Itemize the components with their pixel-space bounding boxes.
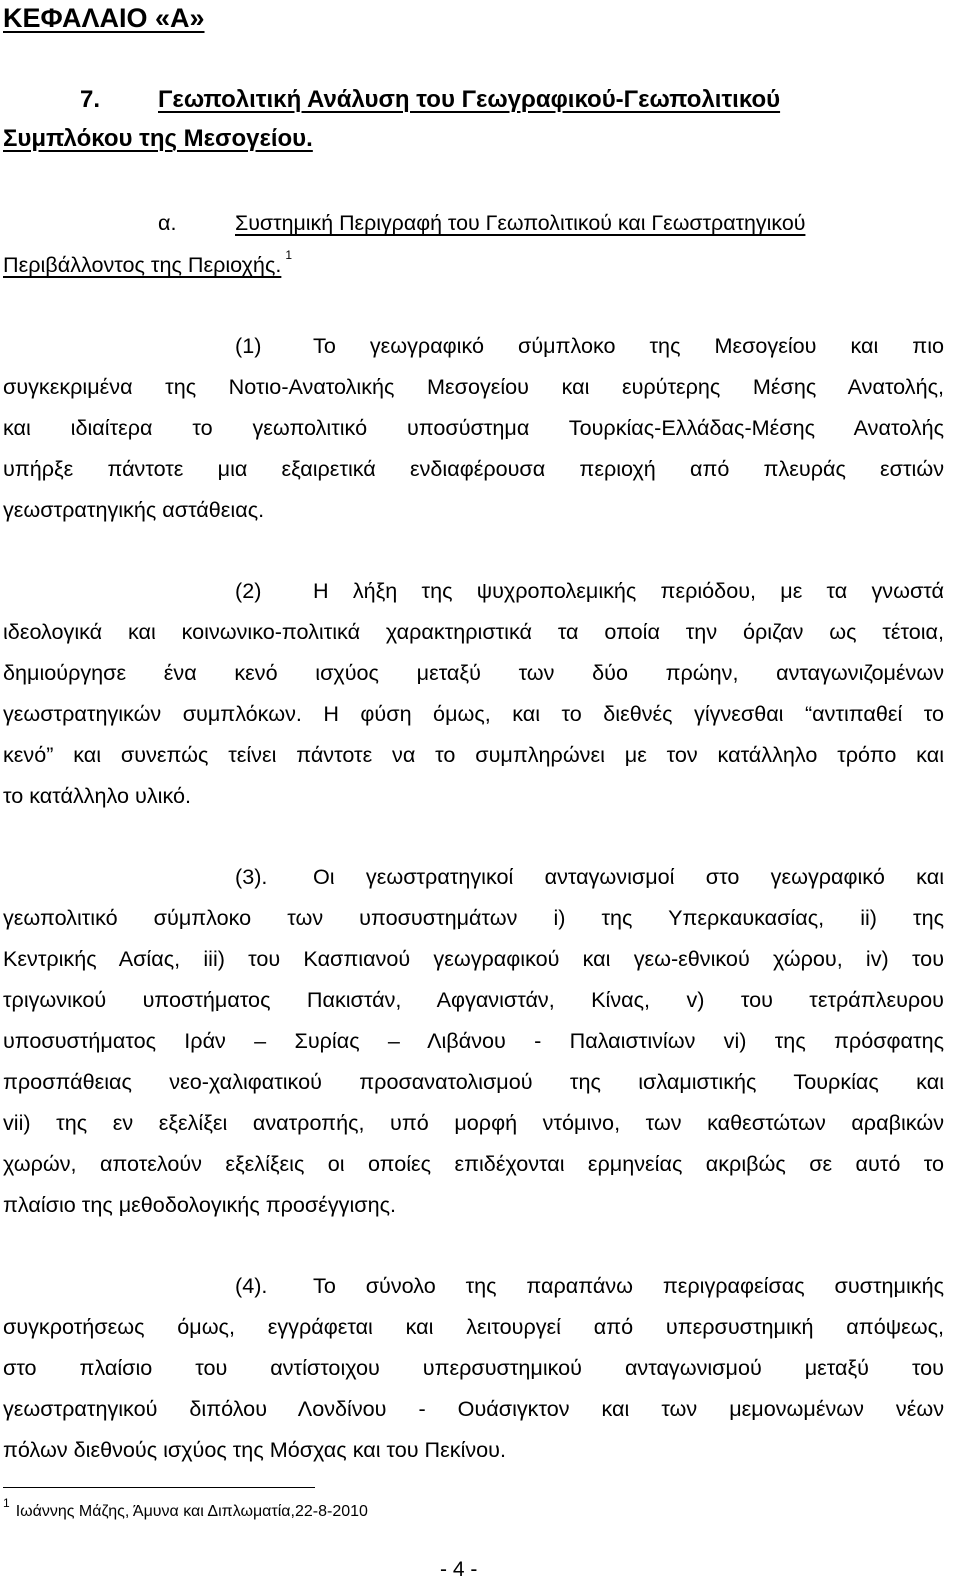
paragraph-2-line5: το κατάλληλο υλικό. — [3, 783, 191, 808]
paragraph-1-line1: συγκεκριμένα της Νοτιο-Ανατολικής Μεσογείου και ευρύτερης Μέσης Ανατολής, — [3, 374, 944, 399]
chapter-title: ΚΕΦΑΛΑΙΟ «Α» — [3, 3, 205, 33]
paragraph-2-line2: δημιούργησε ένα κενό ισχύος μεταξύ των δύο πρώην, ανταγωνιζομένων — [3, 660, 944, 685]
paragraph-4-line3: γεωστρατηγικού διπόλου Λονδίνου - Ουάσιγκτον και των μεμονωμένων νέων — [3, 1396, 944, 1421]
paragraph-3-line5: προσπάθειας νεο-χαλιφατικού προσανατολισμού της ισλαμιστικής Τουρκίας και — [3, 1069, 944, 1094]
paragraph-2-line4: κενό” και συνεπώς τείνει πάντοτε να το συμπληρώνει με τον κατάλληλο τρόπο και — [3, 742, 944, 767]
footnote — [3, 1496, 368, 1522]
paragraph-2-number: (2) — [235, 578, 262, 603]
paragraph-2-line3: γεωστρατηγικών συμπλόκων. Η φύση όμως, και το διεθνές γίγνεσθαι “αντιπαθεί το — [3, 701, 944, 726]
paragraph-1-line3: υπήρξε πάντοτε μια εξαιρετικά ενδιαφέρουσα περιοχή από πλευράς εστιών — [3, 456, 944, 481]
paragraph-4-line1: συγκροτήσεως όμως, εγγράφεται και λειτουργεί από υπερσυστημική απόψεως, — [3, 1314, 944, 1339]
paragraph-1-line2: και ιδιαίτερα το γεωπολιτικό υποσύστημα Τουρκίας-Ελλάδας-Μέσης Ανατολής — [3, 415, 944, 440]
paragraph-4-line0: Το σύνολο της παραπάνω περιγραφείσας συστημικής — [313, 1273, 944, 1298]
paragraph-3-line6: vii) της εν εξελίξει ανατροπής, υπό μορφή ντόμινο, των καθεστώτων αραβικών — [3, 1110, 944, 1135]
paragraph-4-line4: πόλων διεθνούς ισχύος της Μόσχας και του Πεκίνου. — [3, 1437, 506, 1462]
subsection-title-line2-wrap — [3, 248, 293, 281]
paragraph-3-line8: πλαίσιο της μεθοδολογικής προσέγγισης. — [3, 1192, 396, 1217]
paragraph-4-line2: στο πλαίσιο του αντίστοιχου υπερσυστημικού ανταγωνισμού μεταξύ του — [3, 1355, 944, 1380]
subsection-letter: α. — [158, 210, 177, 235]
section-number: 7. — [80, 86, 101, 113]
page-number: - 4 - — [440, 1558, 478, 1581]
footnote-text: Ιωάννης Μάζης, Άμυνα και Διπλωματία,22-8-2010 — [15, 1503, 368, 1520]
paragraph-1-number: (1) — [235, 333, 262, 358]
paragraph-3-line4: υποσυστήματος Ιράν – Συρίας – Λιβάνου - Παλαιστινίων vi) της πρόσφατης — [3, 1028, 944, 1053]
paragraph-3-line7: χωρών, αποτελούν εξελίξεις οι οποίες επιδέχονται ερμηνείας ακριβώς σε αυτό το — [3, 1151, 944, 1176]
paragraph-3-number: (3). — [235, 864, 268, 889]
footnote-ref: 1 — [285, 248, 293, 262]
paragraph-3-line2: Κεντρικής Ασίας, iii) του Κασπιανού γεωγραφικού και γεω-εθνικού χώρου, iv) του — [3, 946, 944, 971]
paragraph-1-line4: γεωστρατηγικής αστάθειας. — [3, 497, 265, 522]
subsection-title-line1: Συστημική Περιγραφή του Γεωπολιτικού και Γεωστρατηγικού — [235, 211, 806, 235]
paragraph-2-line1: ιδεολογικά και κοινωνικο-πολιτικά χαρακτηριστικά τα οποία την όριζαν ως τέτοια, — [3, 619, 944, 644]
paragraph-3-line0: Οι γεωστρατηγικοί ανταγωνισμοί στο γεωγραφικό και — [313, 864, 944, 889]
paragraph-3-line3: τριγωνικού υποστήματος Πακιστάν, Αφγανιστάν, Κίνας, v) του τετράπλευρου — [3, 987, 944, 1012]
paragraph-1-line0: Το γεωγραφικό σύμπλοκο της Μεσογείου και πιο — [313, 333, 944, 358]
paragraph-3-line1: γεωπολιτικό σύμπλοκο των υποσυστημάτων i) της Υπερκαυκασίας, ii) της — [3, 905, 944, 930]
subsection-title-line2: Περιβάλλοντος της Περιοχής. — [3, 252, 282, 277]
section-title-line1: Γεωπολιτική Ανάλυση του Γεωγραφικού-Γεωπολιτικού — [158, 86, 781, 113]
paragraph-2-line0: Η λήξη της ψυχροπολεμικής περιόδου, με τα γνωστά — [313, 578, 944, 603]
paragraph-4-number: (4). — [235, 1273, 268, 1298]
footnote-number: 1 — [3, 1496, 10, 1510]
footnote-separator — [3, 1487, 315, 1488]
section-title-line2: Συμπλόκου της Μεσογείου. — [3, 125, 313, 152]
